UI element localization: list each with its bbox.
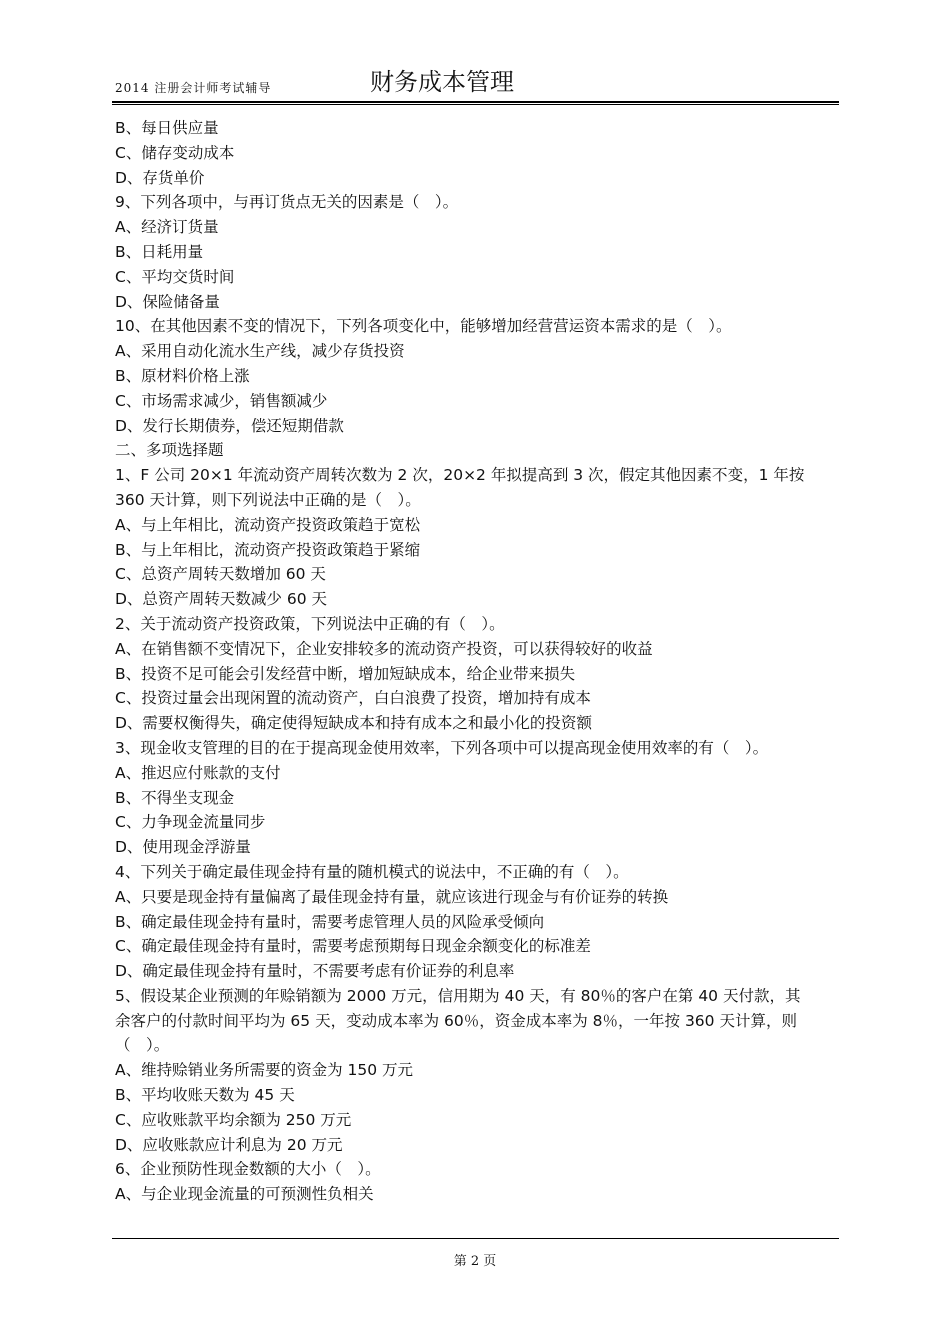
text-line: A、采用自动化流水生产线，减少存货投资 — [115, 342, 405, 361]
text-line: D、存货单价 — [115, 168, 205, 187]
text-line: A、只要是现金持有量偏离了最佳现金持有量，就应该进行现金与有价证券的转换 — [115, 887, 669, 906]
text-line: B、投资不足可能会引发经营中断，增加短缺成本，给企业带来损失 — [115, 664, 576, 683]
text-line: D、保险储备量 — [115, 292, 220, 311]
text-line: B、日耗用量 — [115, 242, 204, 261]
text-line: D、发行长期债券，偿还短期借款 — [115, 416, 344, 435]
text-line: D、总资产周转天数减少 60 天 — [115, 590, 328, 609]
text-line: 余客户的付款时间平均为 65 天，变动成本率为 60％，资金成本率为 8％，一年按 360 天计算，则 — [115, 1011, 797, 1030]
text-line: C、投资过量会出现闲置的流动资产，白白浪费了投资，增加持有成本 — [115, 689, 591, 708]
text-line: A、经济订货量 — [115, 218, 219, 237]
text-line: （ ）。 — [115, 1036, 170, 1055]
text-line: C、平均交货时间 — [115, 267, 235, 286]
text-line: A、推迟应付账款的支付 — [115, 763, 281, 782]
text-line: C、市场需求减少，销售额减少 — [115, 391, 328, 410]
header-divider — [112, 101, 839, 103]
text-line: 二、多项选择题 — [115, 441, 224, 460]
text-line: D、需要权衡得失，确定使得短缺成本和持有成本之和最小化的投资额 — [115, 714, 592, 733]
text-line: C、应收账款平均余额为 250 万元 — [115, 1110, 352, 1129]
header-divider-thin — [112, 104, 839, 105]
text-line: A、与企业现金流量的可预测性负相关 — [115, 1185, 374, 1204]
text-line: 4、下列关于确定最佳现金持有量的随机模式的说法中，不正确的有（ ）。 — [115, 862, 629, 881]
text-line: 3、现金收支管理的目的在于提高现金使用效率，下列各项中可以提高现金使用效率的有（ ）。 — [115, 738, 769, 757]
text-line: A、维持赊销业务所需要的资金为 150 万元 — [115, 1061, 414, 1080]
text-line: 5、假设某企业预测的年赊销额为 2000 万元，信用期为 40 天，有 80％的客户在第 40 天付款，其 — [115, 986, 801, 1005]
text-line: C、确定最佳现金持有量时，需要考虑预期每日现金余额变化的标准差 — [115, 937, 591, 956]
text-line: 6、企业预防性现金数额的大小（ ）。 — [115, 1160, 381, 1179]
text-line: 9、下列各项中，与再订货点无关的因素是（ ）。 — [115, 193, 459, 212]
text-line: B、不得坐支现金 — [115, 788, 235, 807]
text-line: C、总资产周转天数增加 60 天 — [115, 565, 326, 584]
text-line: 10、在其他因素不变的情况下，下列各项变化中，能够增加经营营运资本需求的是（ ）。 — [115, 317, 732, 336]
header-title: 财务成本管理 — [370, 68, 514, 96]
text-line: C、储存变动成本 — [115, 143, 235, 162]
text-line: A、在销售额不变情况下，企业安排较多的流动资产投资，可以获得较好的收益 — [115, 639, 653, 658]
text-line: B、平均收账天数为 45 天 — [115, 1086, 295, 1105]
text-line: B、每日供应量 — [115, 119, 219, 137]
text-line: D、应收账款应计利息为 20 万元 — [115, 1135, 343, 1154]
text-line: 2、关于流动资产投资政策，下列说法中正确的有（ ）。 — [115, 614, 505, 633]
text-line: C、力争现金流量同步 — [115, 813, 266, 832]
text-line: B、与上年相比，流动资产投资政策趋于紧缩 — [115, 540, 421, 559]
text-line: 360 天计算，则下列说法中正确的是（ ）。 — [115, 490, 421, 509]
footer-divider — [112, 1238, 839, 1239]
document-body — [115, 116, 837, 1207]
header-subtitle: 2014 注册会计师考试辅导 — [115, 81, 272, 95]
text-line: 1、F 公司 20×1 年流动资产周转次数为 2 次，20×2 年拟提高到 3 次，假定其他因素不变，1 年按 — [115, 466, 805, 485]
text-line: D、使用现金浮游量 — [115, 838, 251, 857]
text-line: B、原材料价格上涨 — [115, 366, 250, 385]
text-line: D、确定最佳现金持有量时，不需要考虑有价证券的利息率 — [115, 962, 515, 981]
text-line: A、与上年相比，流动资产投资政策趋于宽松 — [115, 515, 421, 534]
text-line: B、确定最佳现金持有量时，需要考虑管理人员的风险承受倾向 — [115, 912, 545, 931]
page-number: 第 2 页 — [453, 1254, 497, 1269]
